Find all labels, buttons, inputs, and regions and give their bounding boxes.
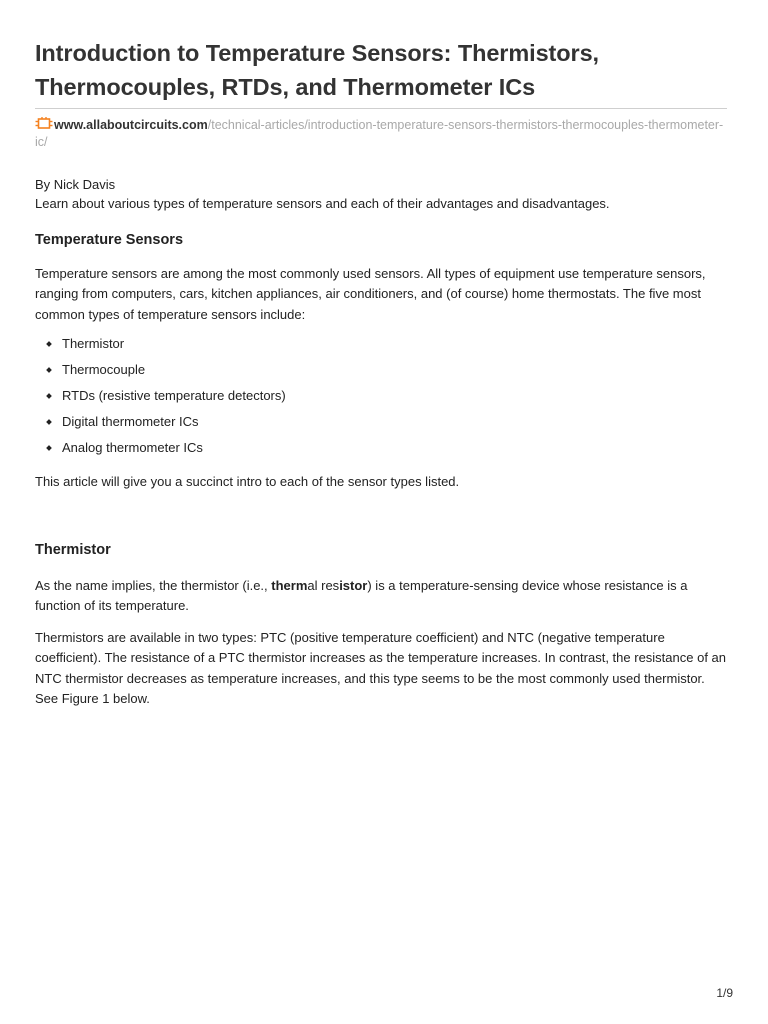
list-item: Thermistor (47, 334, 286, 360)
bullet-icon (46, 445, 52, 451)
bullet-icon (46, 393, 52, 399)
page-number: 1/9 (716, 986, 733, 1000)
chip-icon (35, 117, 53, 130)
byline-block (35, 175, 727, 213)
section-heading-temperature-sensors: Temperature Sensors (35, 232, 184, 248)
sensor-type-list (47, 334, 286, 463)
title-divider (35, 108, 727, 109)
section-intro-paragraph: Temperature sensors are among the most commonly used sensors. All types of equipment use temperature sensors, ranging from computers, cars, kitchen appliances, air conditioners, and (of course) home thermostats. The five most common types of temperature sensors include: (35, 266, 706, 322)
bullet-icon (46, 419, 52, 425)
list-item: Digital thermometer ICs (47, 412, 286, 438)
thermistor-paragraph-2: Thermistors are available in two types: PTC (positive temperature coefficient) and NTC (negative temperature coefficient). The resistance of a PTC thermistor increases as the temperature increases. In contrast, the resistance of an NTC thermistor decreases as temperature increases, and this type seems to be the most commonly used thermistor. See Figure 1 below. (35, 630, 727, 706)
source-path[interactable]: /technical-articles/introduction-temperature-sensors-thermistors-thermocouples-thermometer-ic/ (35, 118, 724, 149)
bullet-icon (46, 367, 52, 373)
source-domain[interactable]: www.allaboutcircuits.com (54, 118, 208, 132)
bullet-icon (46, 341, 52, 347)
article-title: Introduction to Temperature Sensors: Thermistors, Thermocouples, RTDs, and Thermometer ICs (35, 40, 599, 100)
list-item: Thermocouple (47, 360, 286, 386)
source-url[interactable] (35, 117, 727, 151)
author: By Nick Davis (35, 177, 116, 192)
article-summary: Learn about various types of temperature sensors and each of their advantages and disadvantages. (35, 196, 610, 211)
list-item: Analog thermometer ICs (47, 438, 286, 464)
section-heading-thermistor: Thermistor (35, 542, 111, 558)
section-outro-paragraph: This article will give you a succinct intro to each of the sensor types listed. (35, 474, 460, 489)
thermistor-paragraph-1: As the name implies, the thermistor (i.e., thermal resistor) is a temperature-sensing device whose resistance is a function of its temperature. (35, 578, 688, 614)
list-item: RTDs (resistive temperature detectors) (47, 386, 286, 412)
